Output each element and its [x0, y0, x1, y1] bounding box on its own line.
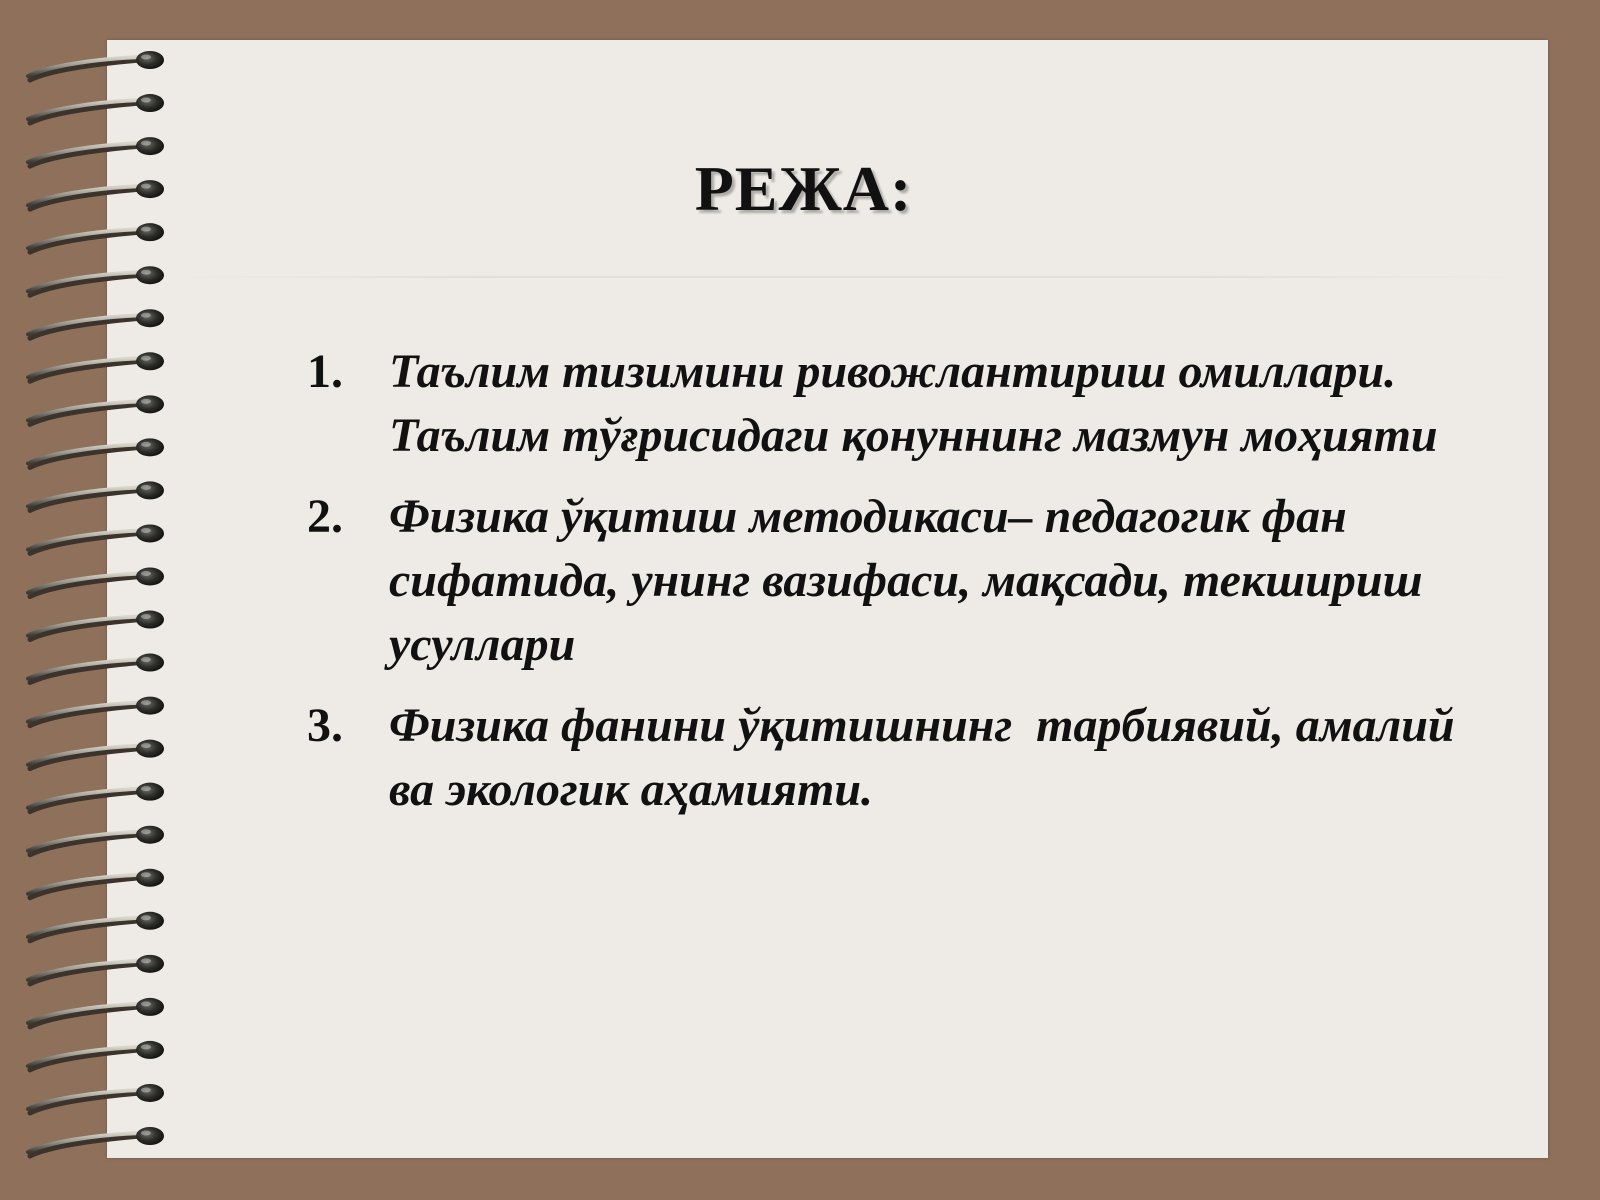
plan-item-3 — [307, 694, 1467, 822]
plan-item-text: Физика ўқитиш методикаси– педагогик фан сифатида, унинг вазифаси, мақсади, текшириш усуллари — [389, 490, 1435, 671]
plan-list — [307, 340, 1467, 839]
title-divider — [167, 276, 1527, 278]
plan-item-1 — [307, 340, 1467, 468]
plan-item-number: 2. — [307, 490, 343, 543]
plan-item-number: 1. — [307, 345, 343, 398]
plan-item-text: Таълим тизимини ривожлантириш омиллари. Таълим тўғрисидаги қонуннинг мазмун моҳияти — [389, 345, 1438, 462]
slide-title — [107, 152, 1548, 226]
plan-item-text: Физика фанини ўқитишнинг тарбиявий, амалий ва экологик аҳамияти. — [389, 699, 1467, 816]
plan-item-2 — [307, 485, 1467, 677]
notebook-page — [107, 40, 1548, 1158]
plan-item-number: 3. — [307, 699, 343, 752]
slide-title-text: РЕЖА: — [694, 153, 913, 224]
